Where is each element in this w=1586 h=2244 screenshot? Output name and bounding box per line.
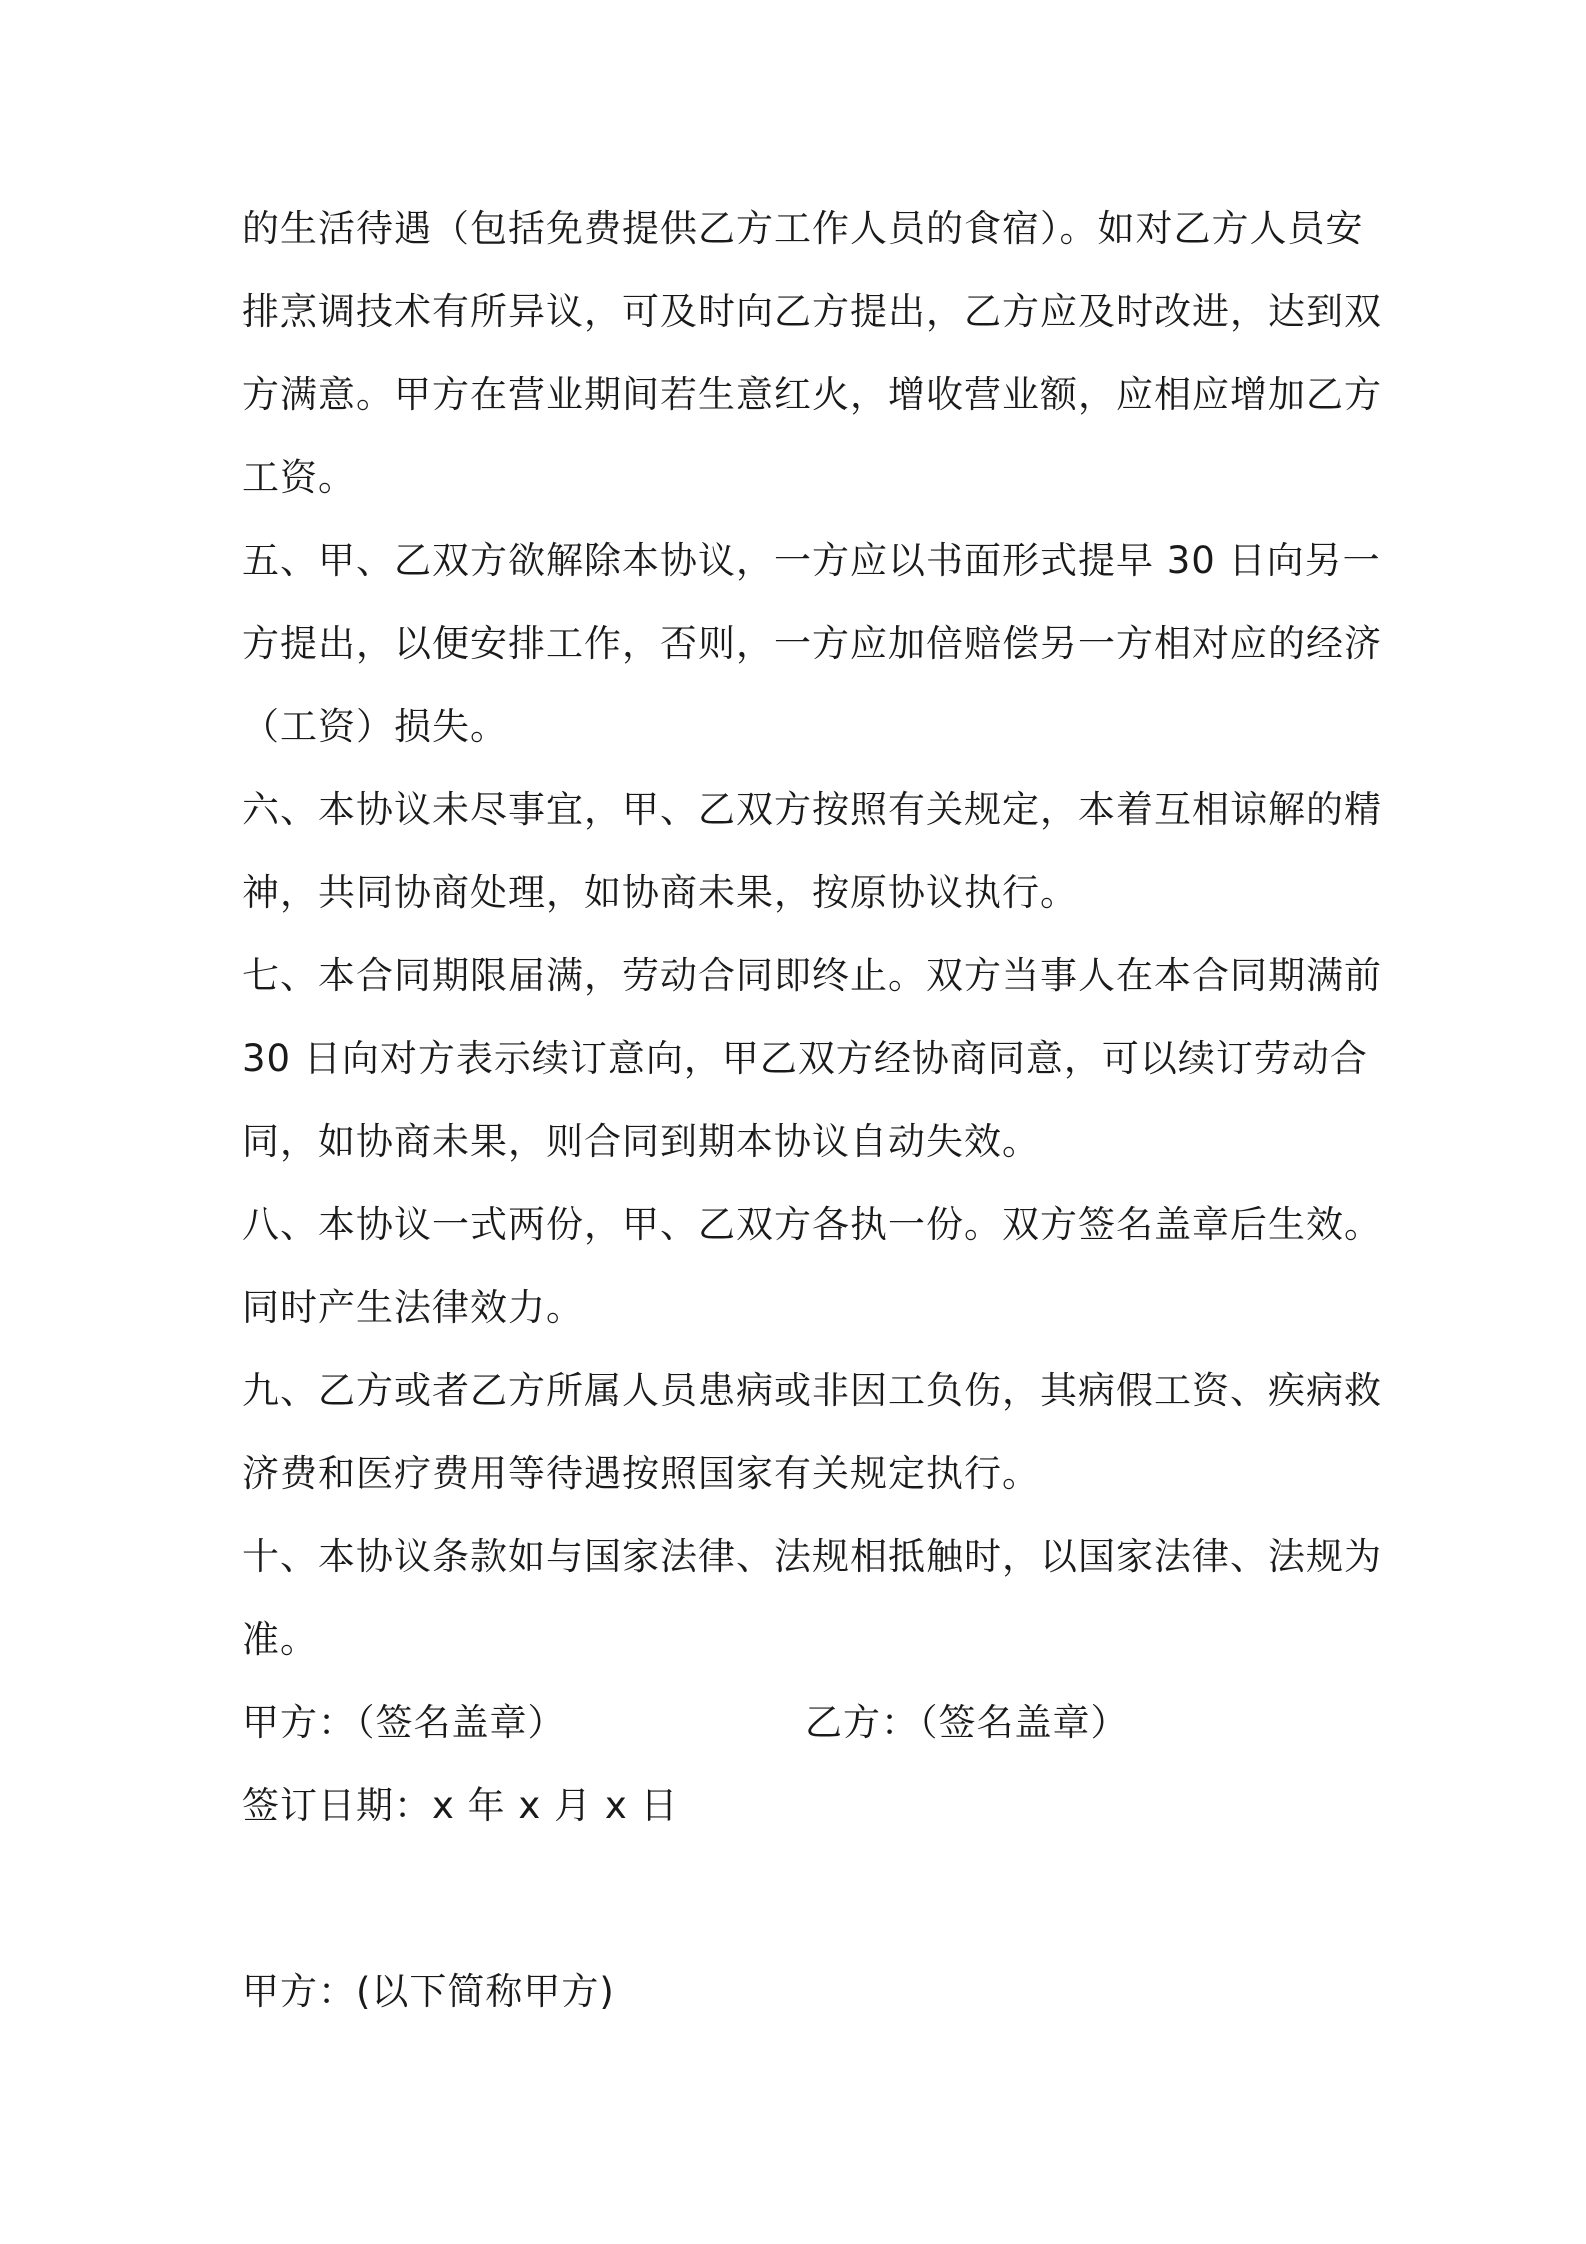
paragraph-line: 排烹调技术有所异议，可及时向乙方提出，乙方应及时改进，达到双 [242, 290, 1382, 333]
clause-8-line: 八、本协议一式两份，甲、乙双方各执一份。双方签名盖章后生效。 [242, 1203, 1382, 1246]
clause-5-line: 五、甲、乙双方欲解除本协议，一方应以书面形式提早 30 日向另一 [242, 539, 1381, 582]
signature-party-a: 甲方：（签名盖章） [242, 1701, 566, 1744]
signing-date: 签订日期：x 年 x 月 x 日 [242, 1784, 679, 1827]
clause-7-line: 七、本合同期限届满，劳动合同即终止。双方当事人在本合同期满前 [242, 954, 1382, 997]
clause-5-line: （工资）损失。 [242, 705, 508, 748]
clause-9-line: 济费和医疗费用等待遇按照国家有关规定执行。 [242, 1452, 1040, 1495]
paragraph-line: 方满意。甲方在营业期间若生意红火，增收营业额，应相应增加乙方 [242, 373, 1382, 416]
clause-7-line: 同，如协商未果，则合同到期本协议自动失效。 [242, 1120, 1040, 1163]
paragraph-line: 工资。 [242, 456, 356, 499]
clause-6-line: 六、本协议未尽事宜，甲、乙双方按照有关规定，本着互相谅解的精 [242, 788, 1382, 831]
clause-10-line: 十、本协议条款如与国家法律、法规相抵触时，以国家法律、法规为 [242, 1535, 1382, 1578]
clause-7-line: 30 日向对方表示续订意向，甲乙双方经协商同意，可以续订劳动合 [242, 1037, 1368, 1080]
clause-8-line: 同时产生法律效力。 [242, 1286, 584, 1329]
clause-5-line: 方提出，以便安排工作，否则，一方应加倍赔偿另一方相对应的经济 [242, 622, 1382, 665]
clause-6-line: 神，共同协商处理，如协商未果，按原协议执行。 [242, 871, 1078, 914]
clause-9-line: 九、乙方或者乙方所属人员患病或非因工负伤，其病假工资、疾病救 [242, 1369, 1382, 1412]
paragraph-line: 的生活待遇（包括免费提供乙方工作人员的食宿）。如对乙方人员安 [242, 207, 1364, 250]
signature-party-b: 乙方：（签名盖章） [805, 1701, 1129, 1744]
next-party-a-line: 甲方：(以下简称甲方) [242, 1970, 615, 2013]
clause-10-line: 准。 [242, 1618, 318, 1661]
